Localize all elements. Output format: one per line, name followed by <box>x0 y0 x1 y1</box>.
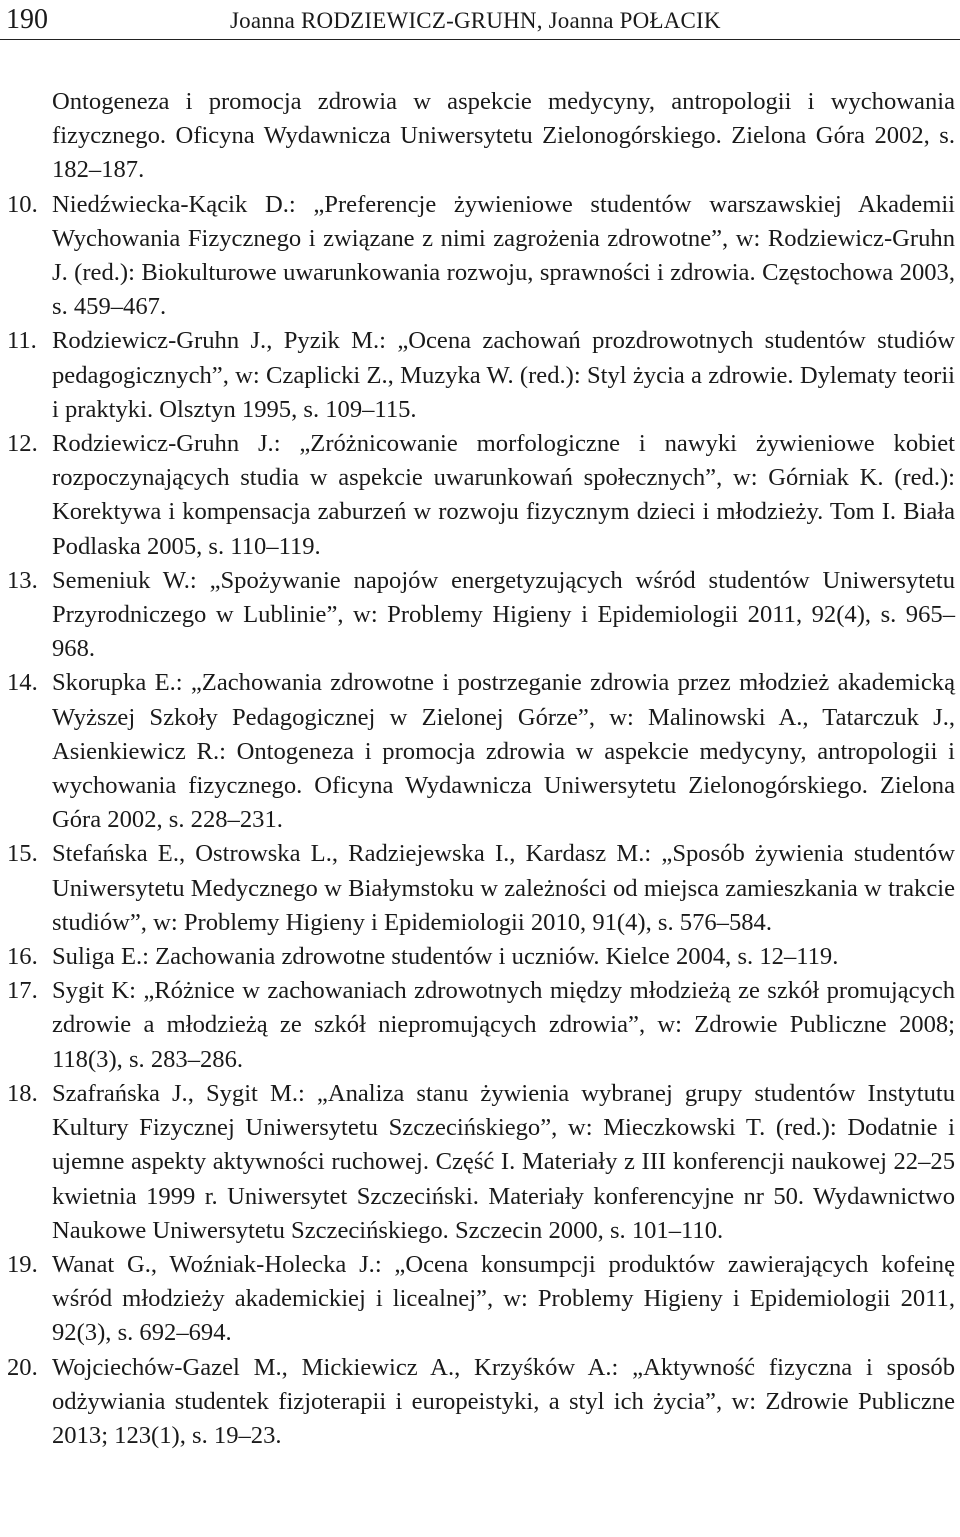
page-number: 190 <box>6 4 48 35</box>
reference-text: Rodziewicz-Gruhn J., Pyzik M.: „Ocena zachowań prozdrowotnych studentów studiów pedagogicznych”, w: Czaplicki Z., Muzyka W. (red.): Styl życia a zdrowie. Dylematy teorii i praktyki. Olsztyn 1995, s. 109–115. <box>52 327 955 423</box>
reference-number: 13. <box>7 566 38 594</box>
reference-item <box>7 324 955 427</box>
reference-number: 18. <box>7 1079 38 1107</box>
reference-item <box>7 666 955 837</box>
reference-item <box>7 1351 955 1454</box>
reference-text: Semeniuk W.: „Spożywanie napojów energetyzujących wśród studentów Uniwersytetu Przyrodniczego w Lublinie”, w: Problemy Higieny i Epidemiologii 2011, 92(4), s. 965–968. <box>52 566 955 663</box>
reference-text: Szafrańska J., Sygit M.: „Analiza stanu żywienia wybranej grupy studentów Instytutu Kultury Fizycznej Uniwersytetu Szczecińskiego”, w: Mieczkowski T. (red.): Dodatnie i ujemne aspekty aktywności ruchowej. Część I. Materiały z III konferencji naukowej 22–25 kwietnia 1999 r. Uniwersytet Szczeciński. Materiały konferencyjne nr 50. Wydawnictwo Naukowe Uniwersytetu Szczecińskiego. Szczecin 2000, s. 101–110. <box>52 1079 955 1244</box>
reference-item <box>7 1077 955 1248</box>
reference-number: 11. <box>7 327 37 355</box>
reference-item <box>7 1248 955 1351</box>
reference-item <box>7 837 955 940</box>
reference-number: 12. <box>7 430 38 458</box>
reference-text: Suliga E.: Zachowania zdrowotne studentów i uczniów. Kielce 2004, s. 12–119. <box>52 943 839 971</box>
reference-number: 10. <box>7 190 38 218</box>
reference-number: 20. <box>7 1353 38 1381</box>
reference-item <box>7 974 955 1077</box>
reference-text: Stefańska E., Ostrowska L., Radziejewska I., Kardasz M.: „Sposób żywienia studentów Uniwersytetu Medycznego w Białymstoku w zależności od miejsca zamieszkania w trakcie studiów”, w: Problemy Higieny i Epidemiologii 2010, 91(4), s. 576–584. <box>52 840 955 936</box>
reference-number: 14. <box>7 669 38 697</box>
reference-text: Wojciechów-Gazel M., Mickiewicz A., Krzyśków A.: „Aktywność fizyczna i sposób odżywiania studentek fizjoterapii i europeistyki, a styl ich życia”, w: Zdrowie Publiczne 2013; 123(1), s. 19–23. <box>52 1353 955 1449</box>
reference-number: 16. <box>7 943 38 971</box>
reference-text: Sygit K: „Różnice w zachowaniach zdrowotnych między młodzieżą ze szkół promujących zdrowie a młodzieżą ze szkół niepromujących zdrowia”, w: Zdrowie Publiczne 2008; 118(3), s. 283–286. <box>52 977 955 1073</box>
reference-text: Skorupka E.: „Zachowania zdrowotne i postrzeganie zdrowia przez młodzież akademicką Wyższej Szkoły Pedagogicznej w Zielonej Górze”, w: Malinowski A., Tatarczuk J., Asienkiewicz R.: Ontogeneza i promocja zdrowia w aspekcie medycyny, antropologii i wychowania fizycznego. Oficyna Wydawnicza Uniwersytetu Zielonogórskiego. Zielona Góra 2002, s. 228–231. <box>52 669 955 834</box>
reference-number: 19. <box>7 1250 38 1278</box>
reference-number: 17. <box>7 977 38 1005</box>
reference-list <box>7 85 955 1453</box>
reference-item <box>7 188 955 325</box>
reference-text: Rodziewicz-Gruhn J.: „Zróżnicowanie morfologiczne i nawyki żywieniowe kobiet rozpoczynających studia w aspekcie uwarunkowań społecznych”, w: Górniak K. (red.): Korektywa i kompensacja zaburzeń w rozwoju fizycznym dzieci i młodzieży. Tom I. Biała Podlaska 2005, s. 110–119. <box>52 430 955 560</box>
reference-item <box>7 940 955 974</box>
reference-text: Niedźwiecka-Kącik D.: „Preferencje żywieniowe studentów warszawskiej Akademii Wychowania Fizycznego i związane z nimi zagrożenia zdrowotne”, w: Rodziewicz-Gruhn J. (red.): Biokulturowe uwarunkowania rozwoju, sprawności i zdrowia. Częstochowa 2003, s. 459–467. <box>52 190 955 321</box>
reference-item <box>7 564 955 667</box>
header-rule <box>0 39 960 40</box>
reference-item <box>7 427 955 564</box>
reference-continuation: Ontogeneza i promocja zdrowia w aspekcie medycyny, antropologii i wychowania fizycznego. Oficyna Wydawnicza Uniwersytetu Zielonogórskiego. Zielona Góra 2002, s. 182–187. <box>52 88 955 184</box>
running-head: Joanna RODZIEWICZ-GRUHN, Joanna POŁACIK <box>230 8 721 33</box>
reference-text: Wanat G., Woźniak-Holecka J.: „Ocena konsumpcji produktów zawierających kofeinę wśród młodzieży akademickiej i licealnej”, w: Problemy Higieny i Epidemiologii 2011, 92(3), s. 692–694. <box>52 1250 955 1347</box>
reference-number: 15. <box>7 840 38 868</box>
page-header <box>0 0 960 40</box>
